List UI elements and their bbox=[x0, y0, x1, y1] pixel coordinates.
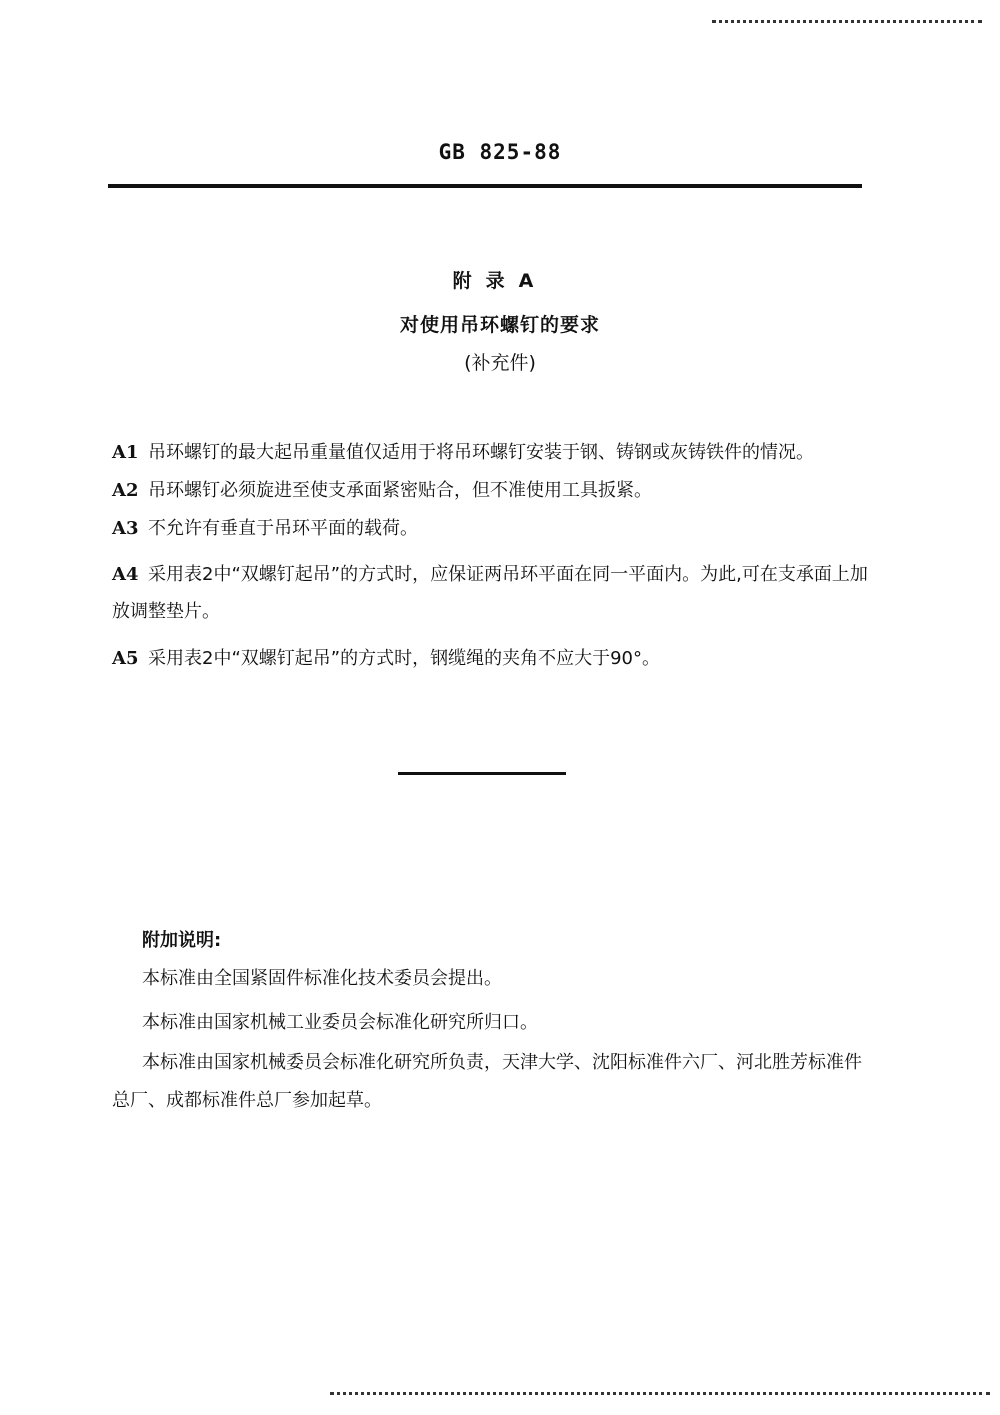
clause-a5 bbox=[112, 640, 872, 677]
clause-text: 吊环螺钉必须旋进至使支承面紧密贴合，但不准使用工具扳紧。 bbox=[148, 480, 652, 501]
clause-id: A1 bbox=[112, 442, 139, 463]
top-dotted-border bbox=[712, 20, 982, 23]
clause-id: A4 bbox=[112, 564, 139, 585]
clause-text: 采用表2中“双螺钉起吊”的方式时，应保证两吊环平面在同一平面内。为此,可在支承面上加放调整垫片。 bbox=[112, 564, 868, 622]
clause-text: 采用表2中“双螺钉起吊”的方式时，钢缆绳的夹角不应大于90°。 bbox=[148, 648, 661, 669]
section-divider bbox=[398, 772, 566, 775]
additional-note: 本标准由国家机械工业委员会标准化研究所归口。 bbox=[142, 1012, 538, 1033]
additional-note: 本标准由国家机械委员会标准化研究所负责，天津大学、沈阳标准件六厂、河北胜芳标准件总厂、成都标准件总厂参加起草。 bbox=[112, 1052, 862, 1111]
header-rule bbox=[108, 184, 862, 188]
clause-a2 bbox=[112, 472, 872, 509]
clause-id: A5 bbox=[112, 648, 139, 669]
appendix-title: 对使用吊环螺钉的要求 bbox=[399, 314, 600, 336]
appendix-note: (补充件) bbox=[464, 352, 536, 374]
standard-code-header: GB 825-88 bbox=[438, 140, 562, 164]
clause-id: A2 bbox=[112, 480, 139, 501]
clause-text: 吊环螺钉的最大起吊重量值仅适用于将吊环螺钉安装于钢、铸钢或灰铸铁件的情况。 bbox=[148, 442, 814, 463]
clause-a4 bbox=[112, 556, 872, 630]
clause-a1 bbox=[112, 434, 872, 471]
bottom-dotted-border bbox=[330, 1392, 990, 1395]
clause-text: 不允许有垂直于吊环平面的载荷。 bbox=[148, 518, 418, 539]
appendix-label: 附录A bbox=[452, 270, 548, 292]
additional-note: 本标准由全国紧固件标准化技术委员会提出。 bbox=[142, 968, 502, 989]
clause-a3 bbox=[112, 510, 872, 547]
clause-id: A3 bbox=[112, 518, 139, 539]
additional-notes-title: 附加说明: bbox=[142, 930, 222, 951]
